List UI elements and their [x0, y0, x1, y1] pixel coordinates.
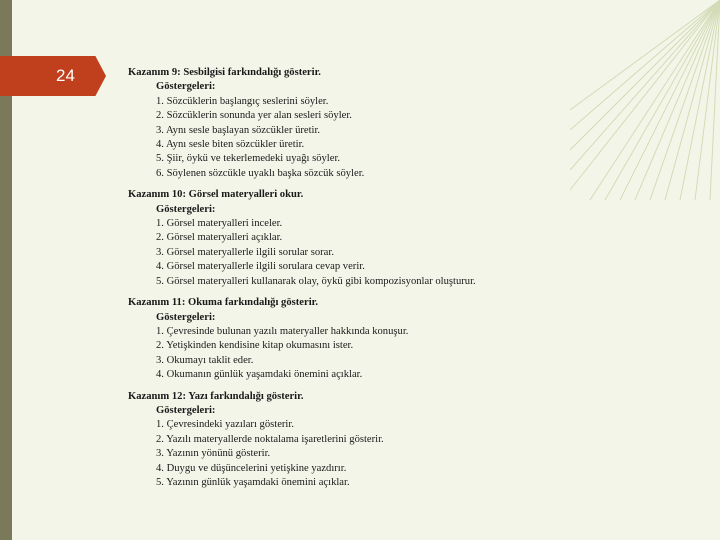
indicator-item: 2. Sözcüklerin sonunda yer alan sesleri söyler.: [156, 110, 352, 122]
page-number: 24: [56, 66, 75, 85]
indicator-item: 3. Aynı sesle başlayan sözcükler üretir.: [156, 124, 321, 136]
indicator-item: 6. Söylenen sözcükle uyaklı başka sözcük söyler.: [156, 167, 365, 179]
indicator-item: 1. Görsel materyalleri inceler.: [156, 218, 283, 230]
indicator-item: 1. Çevresindeki yazıları gösterir.: [156, 419, 294, 431]
indicator-item: 4. Okumanın günlük yaşamdaki önemini açıklar.: [156, 369, 363, 381]
kazanim-title: Kazanım 11: Okuma farkındalığı gösterir.: [128, 297, 319, 309]
indicator-item: 2. Görsel materyalleri açıklar.: [156, 232, 283, 244]
indicator-item: 4. Görsel materyallerle ilgili sorulara cevap verir.: [156, 261, 365, 273]
indicators-list: [128, 203, 698, 289]
indicator-item: 3. Görsel materyallerle ilgili sorular sorar.: [156, 246, 334, 258]
indicator-item: 4. Aynı sesle biten sözcükler üretir.: [156, 139, 305, 151]
slide-content: [128, 66, 698, 497]
indicator-item: 5. Şiir, öykü ve tekerlemedeki uyağı söyler.: [156, 153, 341, 165]
indicators-label: Göstergeleri:: [156, 203, 216, 215]
kazanim-title: Kazanım 9: Sesbilgisi farkındalığı gösterir.: [128, 67, 321, 78]
indicators-list: [128, 80, 698, 181]
indicator-item: 3. Yazının yönünü gösterir.: [156, 448, 271, 460]
indicator-item: 3. Okumayı taklit eder.: [156, 354, 254, 366]
kazanim-section: [128, 390, 698, 491]
indicator-item: 1. Çevresinde bulunan yazılı materyaller hakkında konuşur.: [156, 325, 409, 337]
kazanim-section: [128, 66, 698, 181]
indicators-list: [128, 404, 698, 490]
indicator-item: 2. Yetişkinden kendisine kitap okumasını ister.: [156, 340, 354, 352]
kazanim-section: [128, 296, 698, 382]
indicator-item: 2. Yazılı materyallerde noktalama işaretlerini gösterir.: [156, 433, 384, 445]
indicator-item: 1. Sözcüklerin başlangıç seslerini söyler.: [156, 95, 329, 107]
indicators-label: Göstergeleri:: [156, 81, 216, 93]
kazanim-title: Kazanım 12: Yazı farkındalığı gösterir.: [128, 390, 304, 402]
indicator-item: 4. Duygu ve düşüncelerini yetişkine yazdırır.: [156, 462, 347, 474]
indicators-label: Göstergeleri:: [156, 404, 216, 416]
page-number-badge: [0, 56, 106, 96]
indicators-label: Göstergeleri:: [156, 311, 216, 323]
kazanim-section: [128, 188, 698, 289]
indicator-item: 5. Yazının günlük yaşamdaki önemini açıklar.: [156, 476, 350, 488]
indicators-list: [128, 311, 698, 383]
kazanim-title: Kazanım 10: Görsel materyalleri okur.: [128, 189, 304, 201]
indicator-item: 5. Görsel materyalleri kullanarak olay, öykü gibi kompozisyonlar oluşturur.: [156, 275, 476, 287]
